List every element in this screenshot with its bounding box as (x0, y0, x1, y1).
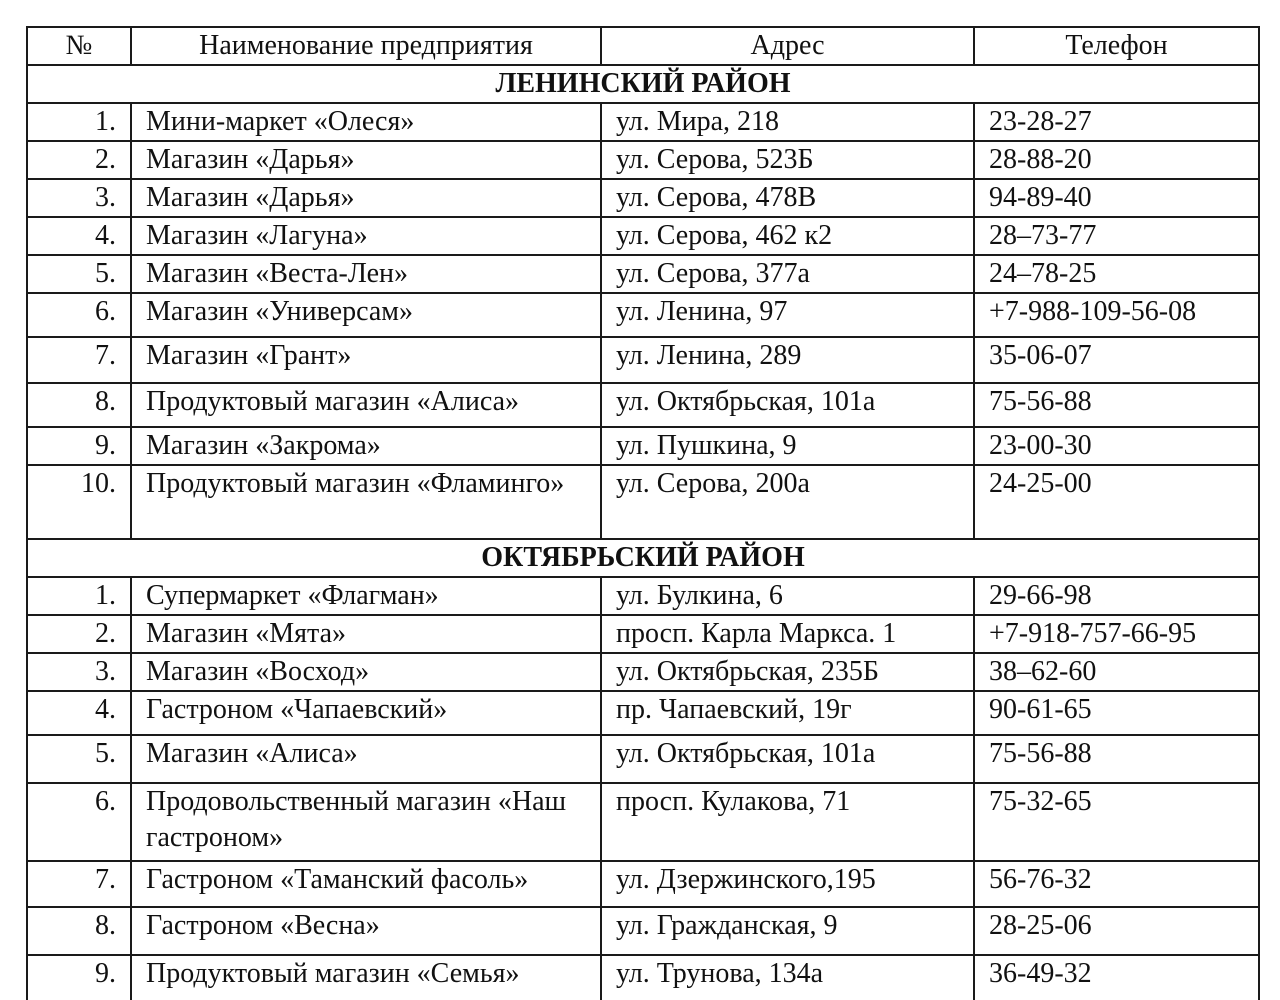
row-address: просп. Карла Маркса. 1 (601, 615, 974, 653)
row-phone: 35-06-07 (974, 337, 1259, 383)
row-phone: 24–78-25 (974, 255, 1259, 293)
row-address: ул. Ленина, 289 (601, 337, 974, 383)
row-address: ул. Октябрьская, 101а (601, 383, 974, 427)
row-num: 6. (27, 293, 131, 337)
row-address: ул. Октябрьская, 235Б (601, 653, 974, 691)
row-name: Продуктовый магазин «Семья» (131, 955, 601, 1000)
table-row (27, 955, 1259, 1000)
table-row (27, 179, 1259, 217)
row-name: Продовольственный магазин «Наш гастроном» (131, 783, 601, 861)
row-num: 9. (27, 427, 131, 465)
row-address: ул. Серова, 523Б (601, 141, 974, 179)
table-row (27, 465, 1259, 539)
table-row (27, 293, 1259, 337)
table-row (27, 783, 1259, 861)
row-address: ул. Серова, 200а (601, 465, 974, 539)
district-title: ОКТЯБРЬСКИЙ РАЙОН (27, 539, 1259, 577)
row-num: 8. (27, 383, 131, 427)
row-phone: 28-25-06 (974, 907, 1259, 955)
district-row-leninsky (27, 65, 1259, 103)
row-num: 7. (27, 861, 131, 907)
row-address: ул. Булкина, 6 (601, 577, 974, 615)
row-num: 4. (27, 217, 131, 255)
row-phone: 23-28-27 (974, 103, 1259, 141)
row-num: 8. (27, 907, 131, 955)
table-row (27, 691, 1259, 735)
row-address: ул. Ленина, 97 (601, 293, 974, 337)
row-address: ул. Серова, 462 к2 (601, 217, 974, 255)
row-phone: 75-56-88 (974, 735, 1259, 783)
row-name: Продуктовый магазин «Фламинго» (131, 465, 601, 539)
table-row (27, 615, 1259, 653)
table-row (27, 141, 1259, 179)
row-phone: 24-25-00 (974, 465, 1259, 539)
row-name: Магазин «Дарья» (131, 179, 601, 217)
row-phone: 28–73-77 (974, 217, 1259, 255)
row-phone: +7-988-109-56-08 (974, 293, 1259, 337)
table-row (27, 103, 1259, 141)
row-name: Магазин «Грант» (131, 337, 601, 383)
row-name: Мини-маркет «Олеся» (131, 103, 601, 141)
header-num: № (27, 27, 131, 65)
row-num: 5. (27, 735, 131, 783)
row-name: Магазин «Алиса» (131, 735, 601, 783)
row-phone: 28-88-20 (974, 141, 1259, 179)
row-phone: 56-76-32 (974, 861, 1259, 907)
row-num: 2. (27, 141, 131, 179)
table-row (27, 577, 1259, 615)
row-address: ул. Серова, 478В (601, 179, 974, 217)
row-address: ул. Дзержинского,195 (601, 861, 974, 907)
row-phone: 23-00-30 (974, 427, 1259, 465)
row-num: 10. (27, 465, 131, 539)
row-num: 9. (27, 955, 131, 1000)
row-address: ул. Серова, 377а (601, 255, 974, 293)
row-phone: 90-61-65 (974, 691, 1259, 735)
row-name: Магазин «Мята» (131, 615, 601, 653)
table-row (27, 861, 1259, 907)
stores-table (26, 26, 1260, 1000)
row-name: Магазин «Веста-Лен» (131, 255, 601, 293)
row-name: Магазин «Закрома» (131, 427, 601, 465)
row-phone: +7-918-757-66-95 (974, 615, 1259, 653)
header-address: Адрес (601, 27, 974, 65)
table-row (27, 735, 1259, 783)
row-num: 6. (27, 783, 131, 861)
row-name: Гастроном «Таманский фасоль» (131, 861, 601, 907)
row-address: ул. Мира, 218 (601, 103, 974, 141)
row-phone: 36-49-32 (974, 955, 1259, 1000)
row-num: 1. (27, 103, 131, 141)
table-row (27, 653, 1259, 691)
header-name: Наименование предприятия (131, 27, 601, 65)
table-row (27, 383, 1259, 427)
table-row (27, 337, 1259, 383)
row-address: ул. Гражданская, 9 (601, 907, 974, 955)
row-phone: 38–62-60 (974, 653, 1259, 691)
row-name: Магазин «Дарья» (131, 141, 601, 179)
row-name: Магазин «Лагуна» (131, 217, 601, 255)
header-row (27, 27, 1259, 65)
district-title: ЛЕНИНСКИЙ РАЙОН (27, 65, 1259, 103)
row-num: 1. (27, 577, 131, 615)
row-num: 7. (27, 337, 131, 383)
row-phone: 75-56-88 (974, 383, 1259, 427)
row-address: ул. Пушкина, 9 (601, 427, 974, 465)
row-name: Магазин «Восход» (131, 653, 601, 691)
table-row (27, 255, 1259, 293)
row-num: 3. (27, 179, 131, 217)
row-phone: 29-66-98 (974, 577, 1259, 615)
row-name: Гастроном «Весна» (131, 907, 601, 955)
header-phone: Телефон (974, 27, 1259, 65)
table-row (27, 427, 1259, 465)
row-num: 3. (27, 653, 131, 691)
row-name: Гастроном «Чапаевский» (131, 691, 601, 735)
table-row (27, 217, 1259, 255)
row-name: Супермаркет «Флагман» (131, 577, 601, 615)
row-phone: 94-89-40 (974, 179, 1259, 217)
row-num: 4. (27, 691, 131, 735)
row-address: ул. Октябрьская, 101а (601, 735, 974, 783)
row-num: 2. (27, 615, 131, 653)
row-name: Продуктовый магазин «Алиса» (131, 383, 601, 427)
row-address: пр. Чапаевский, 19г (601, 691, 974, 735)
row-num: 5. (27, 255, 131, 293)
district-row-oktyabrsky (27, 539, 1259, 577)
row-address: просп. Кулакова, 71 (601, 783, 974, 861)
row-phone: 75-32-65 (974, 783, 1259, 861)
row-name: Магазин «Универсам» (131, 293, 601, 337)
table-row (27, 907, 1259, 955)
row-address: ул. Трунова, 134а (601, 955, 974, 1000)
